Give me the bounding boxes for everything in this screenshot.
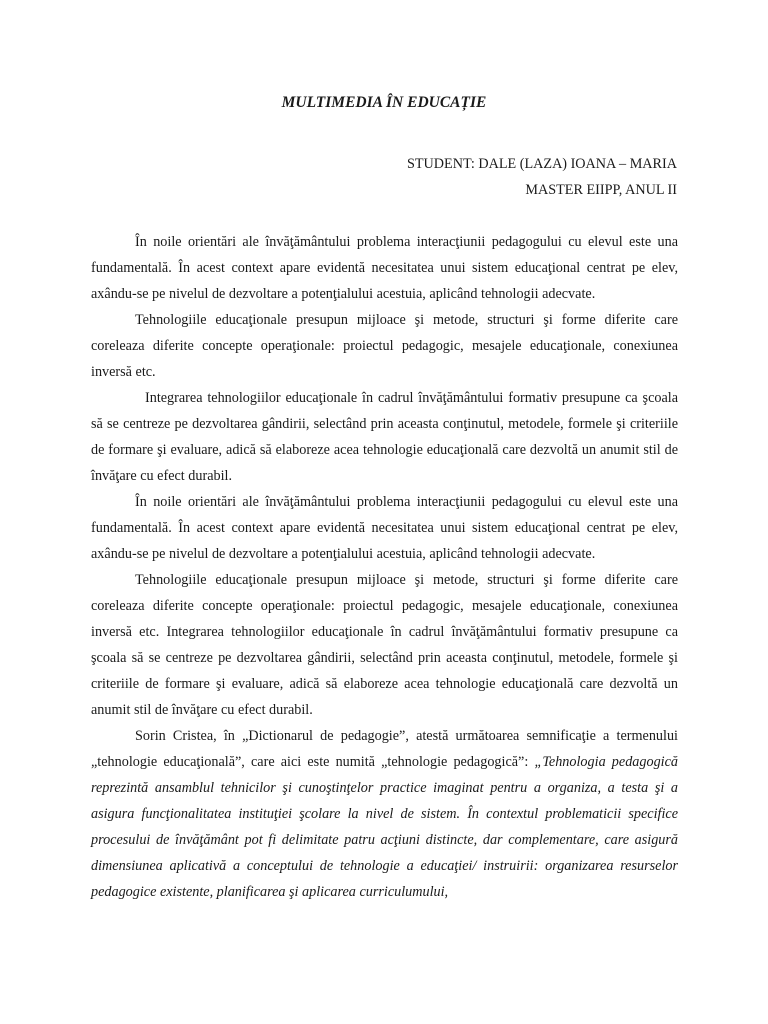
definition-quote: „Tehnologia pedagogică reprezintă ansamblul tehnicilor şi cunoştinţelor practice imaginat pentru a organiza, a testa şi a asigura funcţionalitatea instituţiei şcolare la nivel de sistem. În contextul problematicii specifice procesului de învăţământ pot fi delimitate patru acţiuni distincte, dar complementare, care asigură dimensiunea aplicativă a conceptului de tehnologie a educaţiei/ instruirii: organizarea resurselor pedagogice existente, planificarea şi aplicarea curriculumului, <box>91 754 678 900</box>
author-student-line: STUDENT: DALE (LAZA) IOANA – MARIA <box>406 156 677 172</box>
body-paragraph: Tehnologiile educaţionale presupun mijloace şi metode, structuri şi forme diferite care coreleaza diferite concepte operaţionale: proiectul pedagogic, mesajele educaţionale, conexiunea inversă etc. <box>91 312 678 380</box>
author-block <box>407 151 677 203</box>
definition-intro: Sorin Cristea, în „Dictionarul de pedagogie”, atestă următoarea semnificaţie a termenului „tehnologie educaţională”, care aici este numită „tehnologie pedagogică”: <box>91 728 678 770</box>
author-program-line: MASTER EIIPP, ANUL II <box>525 182 677 198</box>
document-title: MULTIMEDIA ÎN EDUCAȚIE <box>281 94 487 111</box>
body-paragraph: Integrarea tehnologiilor educaţionale în cadrul învăţământului formativ presupune ca şcoala să se centreze pe dezvoltarea gândirii, selectând prin aceasta conţinutul, metodele, formele şi criteriile de formare şi evaluare, adică să elaboreze acea tehnologie educaţională care dezvoltă un anumit stil de învăţare cu efect durabil. <box>91 390 678 484</box>
body-paragraph: Tehnologiile educaţionale presupun mijloace şi metode, structuri şi forme diferite care coreleaza diferite concepte operaţionale: proiectul pedagogic, mesajele educaţionale, conexiunea inversă etc. Integrarea tehnologiilor educaţionale în cadrul învăţământului formativ presupune ca şcoala să se centreze pe dezvoltarea gândirii, selectând prin aceasta conţinutul, metodele, formele şi criteriile de formare şi evaluare, adică să elaboreze acea tehnologie educaţională care dezvoltă un anumit stil de învăţare cu efect durabil. <box>91 572 678 718</box>
document-body <box>91 229 678 905</box>
body-paragraph: În noile orientări ale învăţământului problema interacţiunii pedagogului cu elevul este una fundamentală. În acest context apare evidentă necesitatea unui sistem educaţional centrat pe elev, axându-se pe nivelul de dezvoltare a potenţialului acestuia, aplicând tehnologii adecvate. <box>91 494 678 562</box>
body-paragraph: În noile orientări ale învăţământului problema interacţiunii pedagogului cu elevul este una fundamentală. În acest context apare evidentă necesitatea unui sistem educaţional centrat pe elev, axându-se pe nivelul de dezvoltare a potenţialului acestuia, aplicând tehnologii adecvate. <box>91 234 678 302</box>
body-paragraph-definition <box>91 723 678 905</box>
